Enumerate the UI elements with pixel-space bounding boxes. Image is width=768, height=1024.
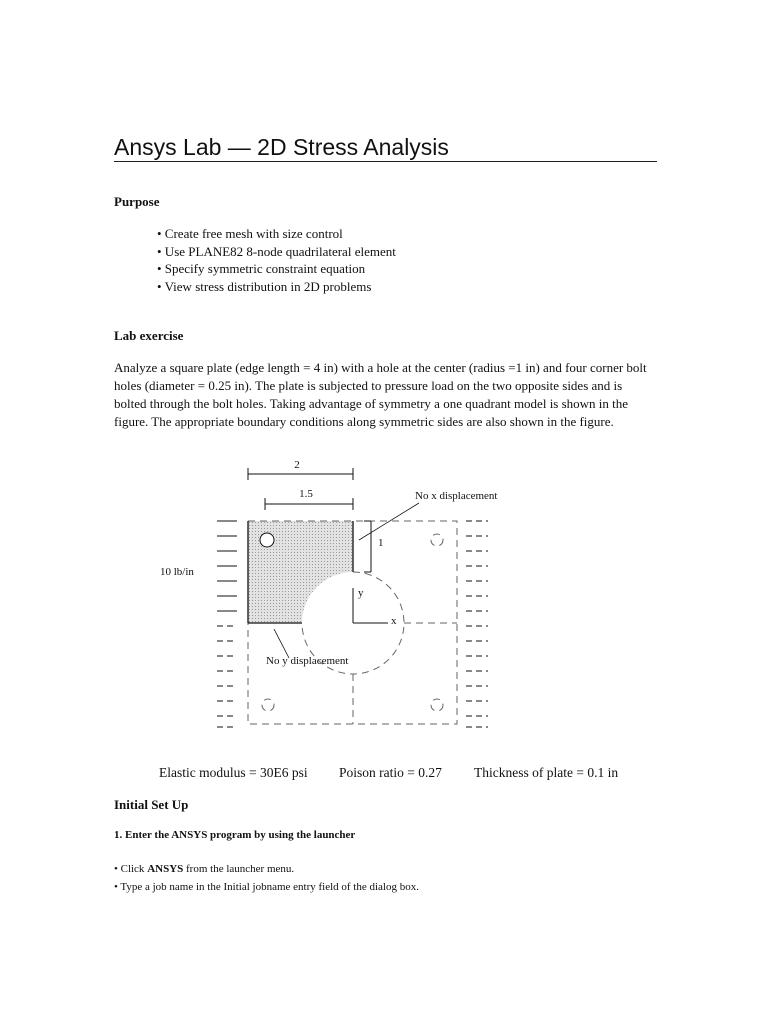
modulus-text: Elastic modulus = 30E6 psi [159,765,308,780]
list-item: • Click ANSYS from the launcher menu. [114,863,295,875]
right-load-marks [466,521,488,727]
thickness-text: Thickness of plate = 0.1 in [474,765,619,780]
list-item: • Specify symmetric constraint equation [157,261,366,276]
title-rule [114,161,657,162]
dim-inner-label: 1.5 [299,488,313,500]
dim-outer-label: 2 [294,459,300,471]
no-y-label: No y displacement [266,655,349,667]
setup-list [114,860,419,896]
load-label: 10 lb/in [160,566,194,578]
purpose-heading: Purpose [114,194,160,209]
poisson-text: Poison ratio = 0.27 [339,765,442,780]
left-load-marks [217,521,237,611]
step-1-heading: 1. Enter the ANSYS program by using the launcher [114,829,356,841]
list-item: • Use PLANE82 8-node quadrilateral element [157,243,396,259]
bolt-hole [260,533,274,547]
setup-heading: Initial Set Up [114,797,189,812]
lab-heading: Lab exercise [114,328,184,343]
axis-x-label: x [391,615,397,627]
list-item: • View stress distribution in 2D problems [157,278,372,294]
dim-vertical-label: 1 [378,537,384,549]
lab-paragraph: Analyze a square plate (edge length = 4 in) with a hole at the center (radius =1 in) and four corner bolt holes (diameter = 0.25 in). The plate is subjected to pressure load on the two opposite sides and is bolted through the bolt holes. Taking advantage of symmetry a one quadrant model is shown in the figure. The appropriate boundary conditions along symmetric sides are also shown in the figure. [114,360,647,429]
axis-y-label: y [358,587,364,599]
purpose-list [157,225,396,295]
list-item: • Type a job name in the Initial jobname entry field of the dialog box. [114,881,419,893]
list-item: • Create free mesh with size control [157,226,343,241]
no-x-label: No x displacement [415,490,498,502]
plate-figure [0,450,768,750]
page-title: Ansys Lab — 2D Stress Analysis [114,134,449,160]
